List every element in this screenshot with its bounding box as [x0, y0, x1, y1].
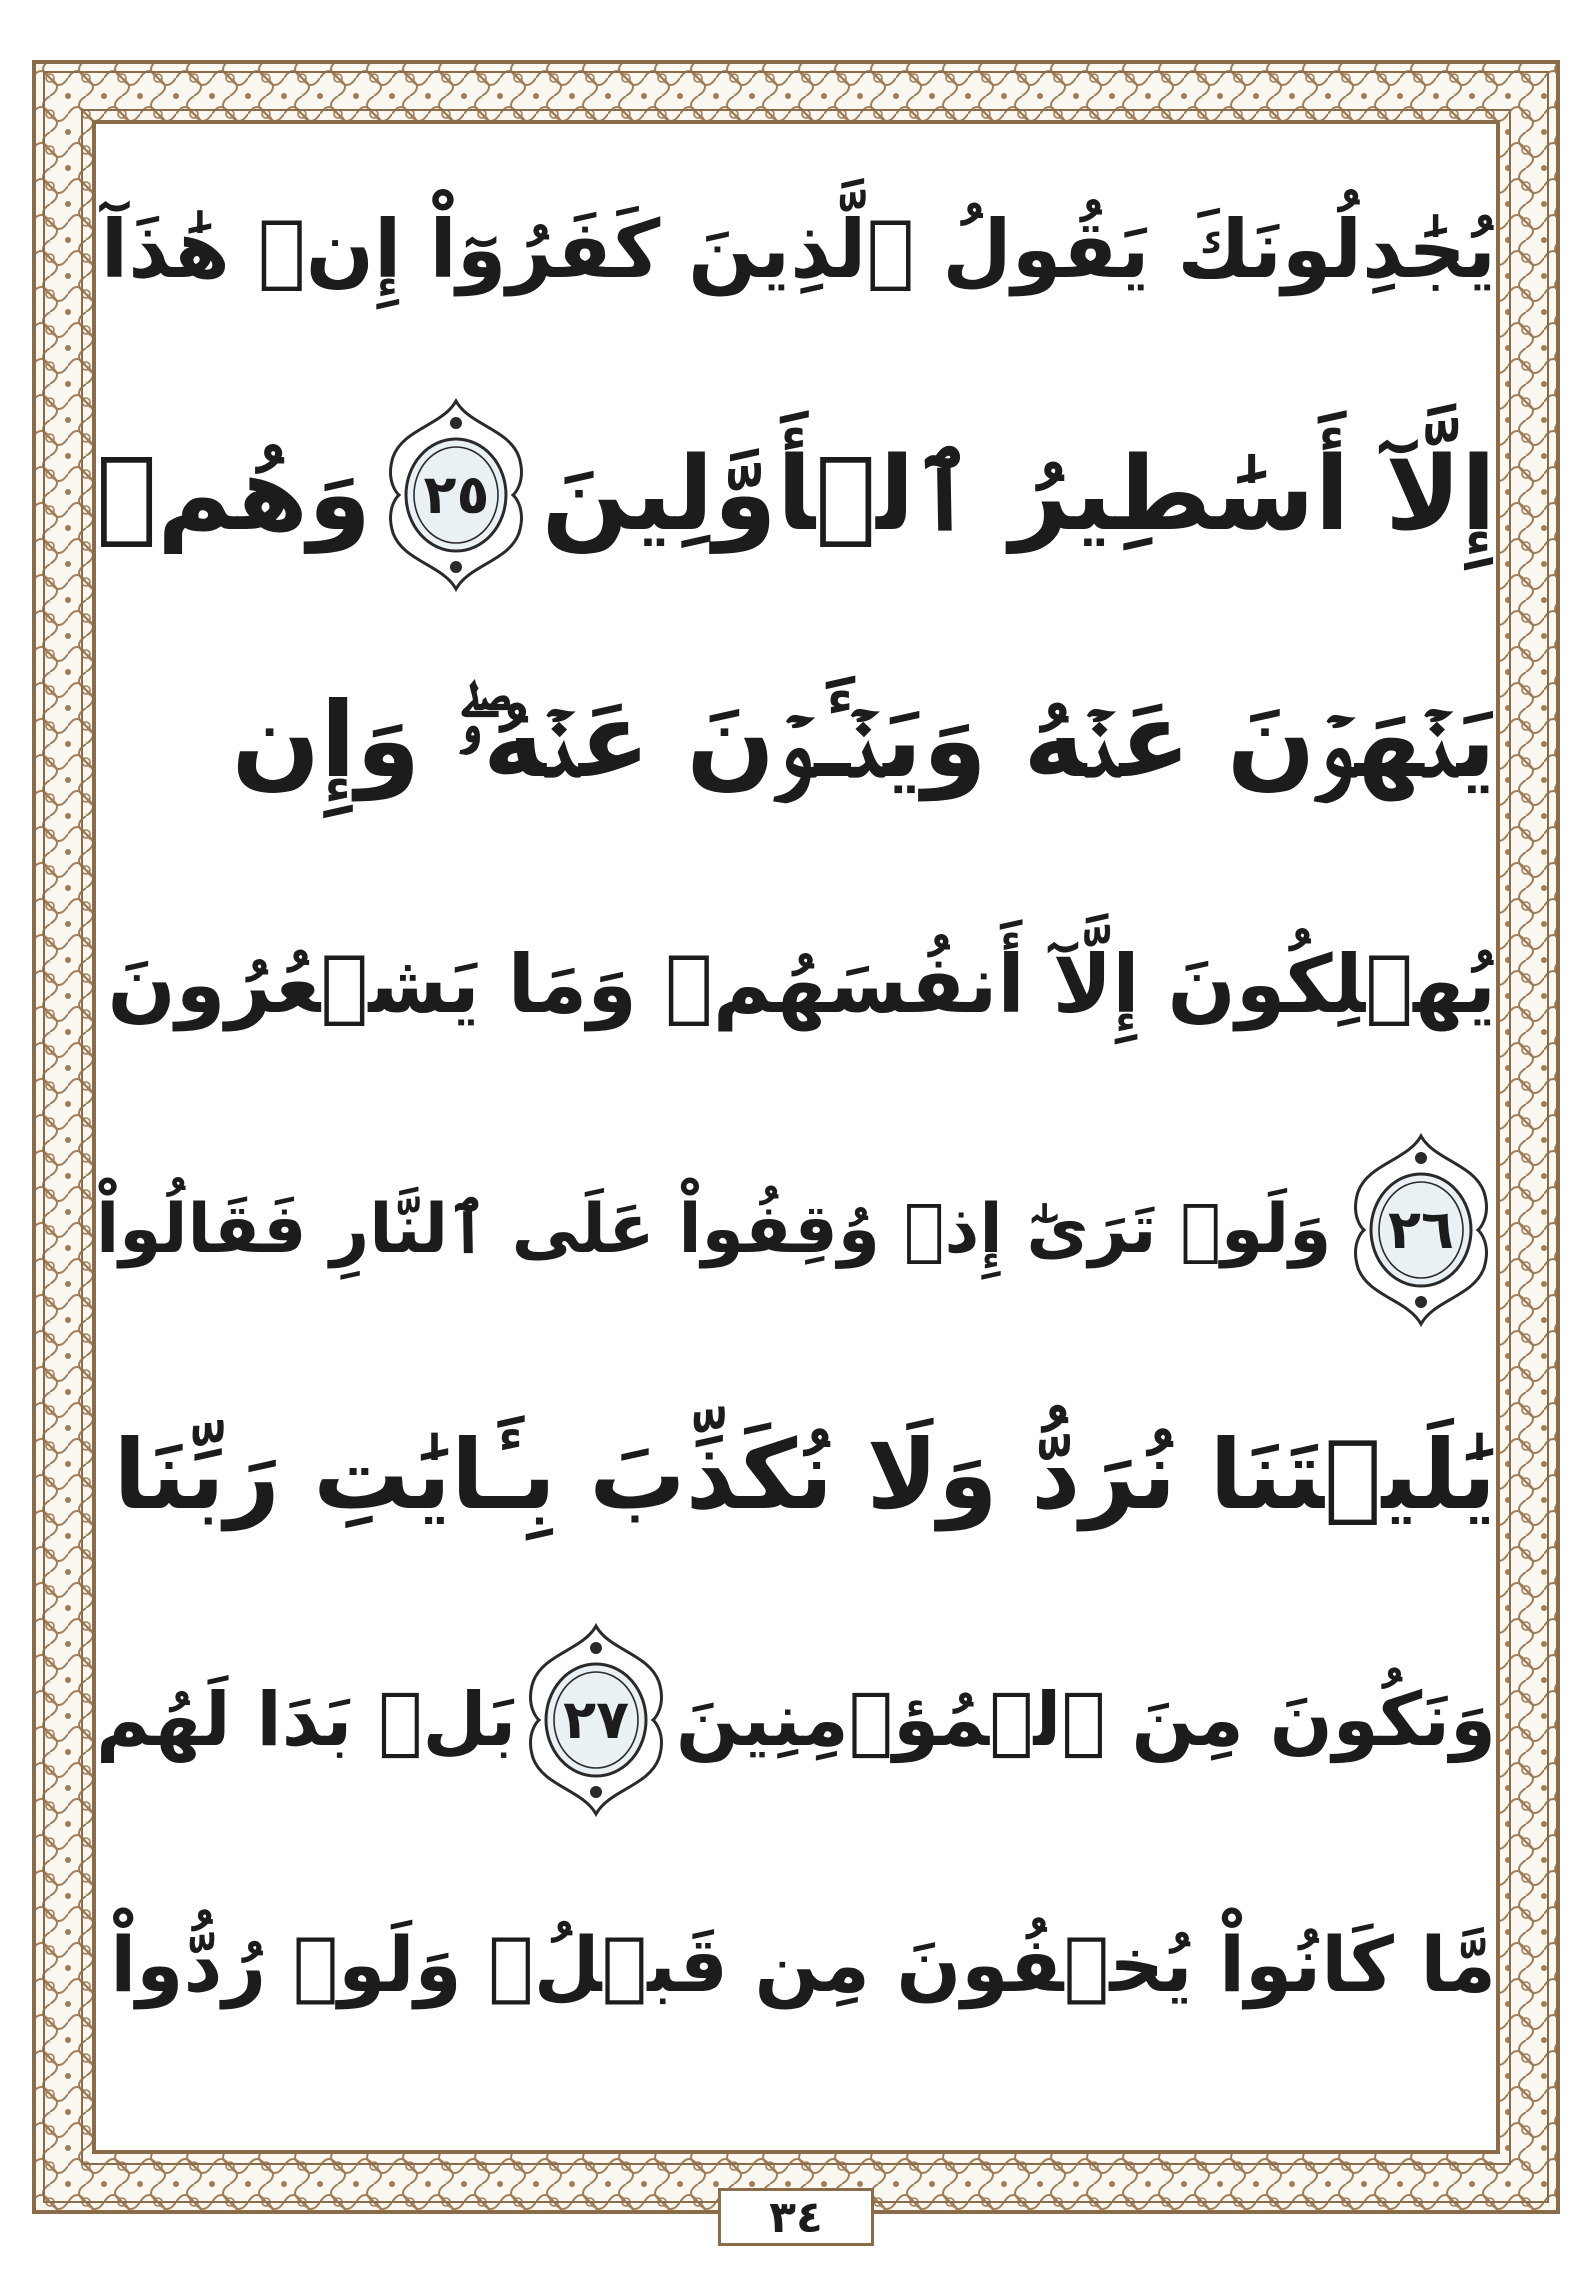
line-2-text-end: وَهُمۡ — [96, 435, 372, 554]
line-4-text: يُهۡلِكُونَ إِلَّآ أَنفُسَهُمۡ وَمَا يَشۡعُرُونَ — [107, 938, 1496, 1031]
line-8-text: مَّا كَانُواْ يُخۡفُونَ مِن قَبۡلُۖ وَلَوۡ رُدُّواْ — [110, 1920, 1496, 2009]
verse-text-area — [96, 150, 1496, 2110]
line-1-text: يُجَٰدِلُونَكَ يَقُولُ ٱلَّذِينَ كَفَرُوٓاْ إِنۡ هَٰذَآ — [100, 203, 1496, 296]
text-line-8 — [96, 1865, 1496, 2065]
ayah-number: ٢٧ — [563, 1688, 630, 1751]
line-5-text: وَلَوۡ تَرَىٰٓ إِذۡ وُقِفُواْ عَلَى ٱلنَّارِ فَقَالُواْ — [96, 1190, 1332, 1269]
text-line-7 — [96, 1620, 1496, 1820]
ayah-marker-27 — [521, 1620, 671, 1820]
page-number-box — [718, 2188, 874, 2246]
line-7-text-start: وَنَكُونَ مِنَ ٱلۡمُؤۡمِنِينَ — [675, 1677, 1496, 1763]
text-line-2 — [96, 395, 1496, 595]
page-number: ٣٤ — [769, 2191, 823, 2243]
text-line-5 — [96, 1130, 1496, 1330]
ayah-number: ٢٦ — [1388, 1198, 1454, 1261]
line-7-text-end: بَلۡ بَدَا لَهُم — [96, 1677, 517, 1763]
ayah-marker-25 — [381, 395, 531, 595]
line-6-text: يَٰلَيۡتَنَا نُرَدُّ وَلَا نُكَذِّبَ بِـَٔايَٰتِ رَبِّنَا — [113, 1419, 1496, 1531]
text-line-4 — [96, 885, 1496, 1085]
line-2-text-start: إِلَّآ أَسَٰطِيرُ ٱلۡأَوَّلِينَ — [541, 435, 1496, 554]
text-line-6 — [96, 1375, 1496, 1575]
text-line-1 — [96, 150, 1496, 350]
line-3-text: يَنۡهَوۡنَ عَنۡهُ وَيَنۡـَٔوۡنَ عَنۡهُۥۖ وَإِن — [231, 679, 1496, 801]
ayah-marker-26 — [1346, 1130, 1496, 1330]
ayah-number: ٢٥ — [423, 463, 490, 526]
text-line-3 — [96, 640, 1496, 840]
